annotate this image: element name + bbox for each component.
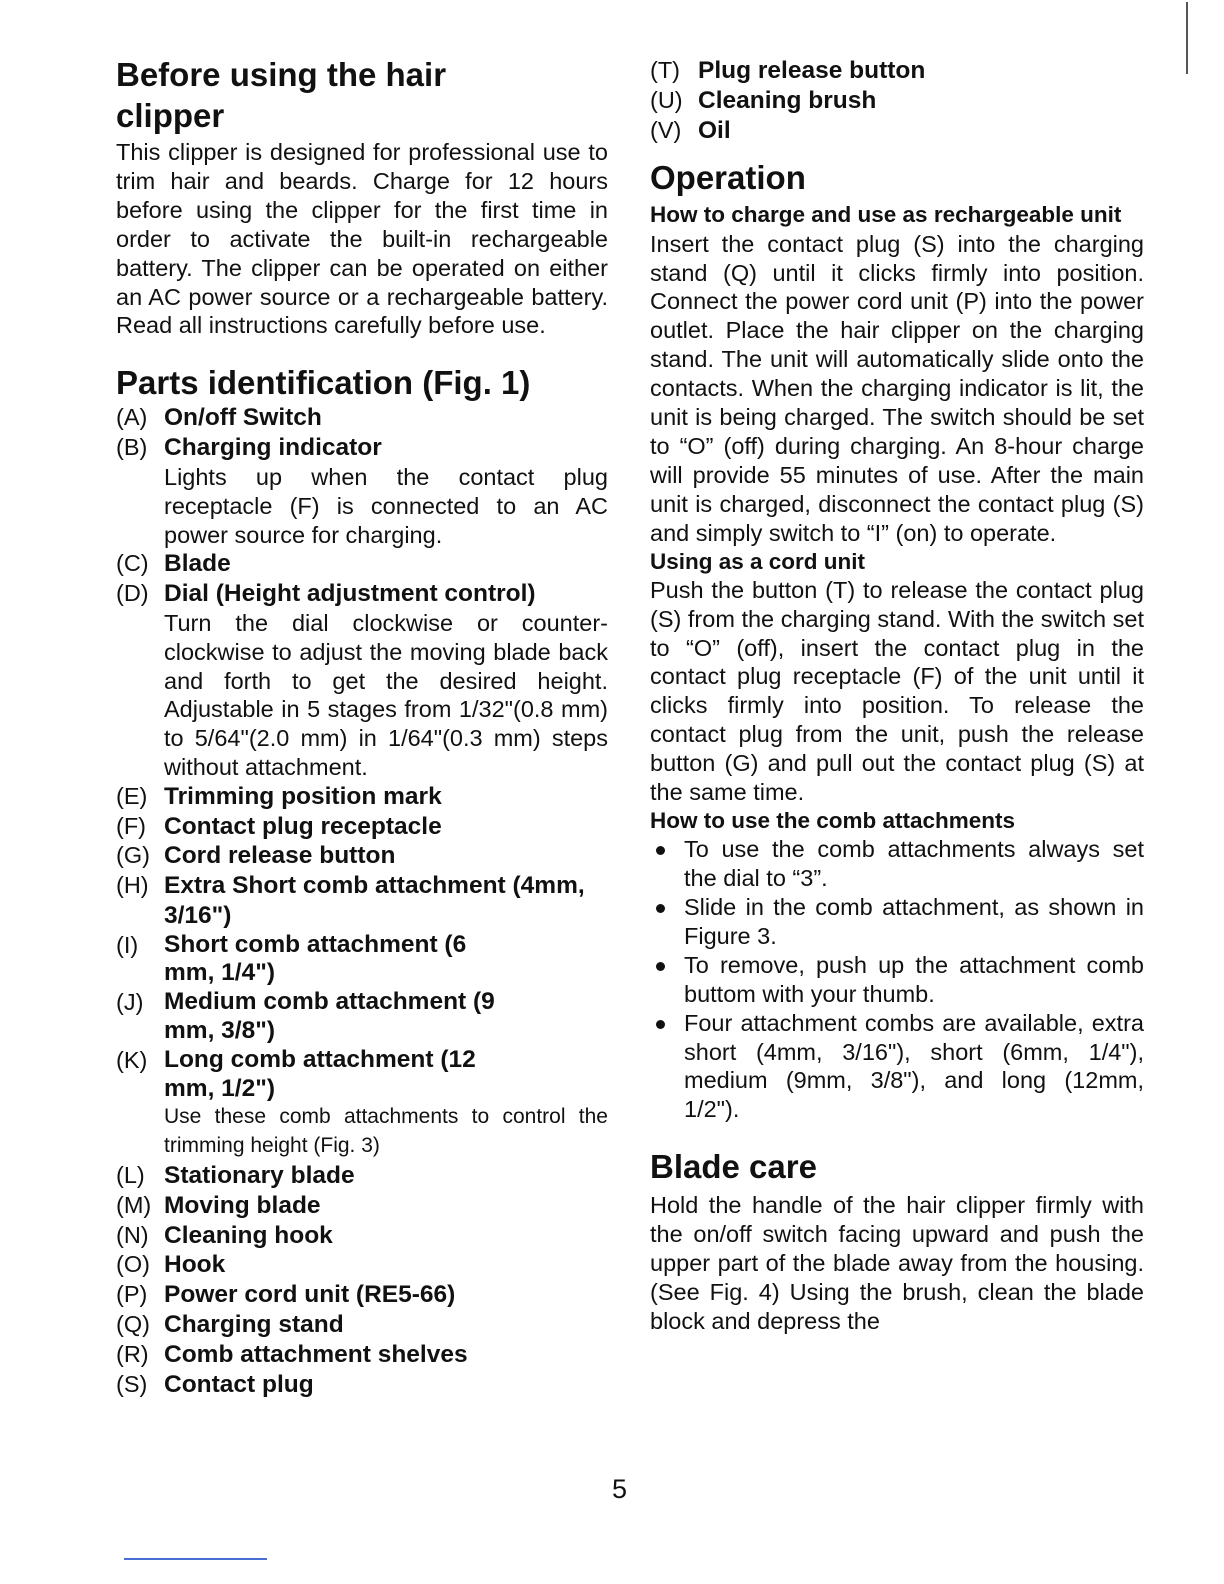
part-letter: (V): [650, 116, 682, 143]
part-letter: (D): [116, 580, 149, 607]
part-letter: (I): [116, 931, 139, 958]
bullet-item: [650, 835, 1144, 893]
bullet-dot-icon: [656, 904, 665, 913]
part-letter: (U): [650, 86, 683, 113]
part-name: Plug release button: [698, 57, 926, 84]
part-item-j: [116, 988, 608, 1046]
part-item-b: [116, 433, 608, 549]
part-item-q: [116, 1310, 608, 1340]
part-item-h: [116, 871, 608, 931]
part-item-f: [116, 812, 608, 842]
part-letter: (E): [116, 782, 148, 809]
part-item-t: [650, 56, 1144, 86]
bullet-text: Slide in the comb attachment, as shown in Figure 3.: [684, 894, 1144, 949]
page-number: 5: [612, 1474, 628, 1504]
part-name: Cleaning brush: [698, 86, 877, 114]
part-name: Hook: [164, 1251, 226, 1279]
blade-care-title: Blade care: [650, 1148, 817, 1186]
part-item-a: [116, 403, 608, 433]
part-item-v: [650, 116, 1144, 146]
part-letter: (C): [116, 550, 149, 577]
part-item-d: [116, 579, 608, 782]
part-letter: (P): [116, 1281, 148, 1308]
part-name: Extra Short comb attachment (4mm, 3/16"): [164, 872, 585, 929]
parts-list-left: [116, 403, 608, 1399]
bullet-item: [650, 951, 1144, 1009]
part-letter: (G): [116, 842, 150, 869]
part-name: Trimming position mark: [164, 782, 442, 810]
bullet-dot-icon: [656, 962, 665, 971]
part-letter: (T): [650, 57, 681, 83]
part-item-k: [116, 1046, 608, 1161]
part-item-u: [650, 86, 1144, 116]
charge-heading: How to charge and use as rechargeable unit: [650, 202, 1122, 228]
bullet-dot-icon: [656, 1020, 665, 1029]
part-description: Turn the dial clockwise or counter-clockwise to adjust the moving blade back and forth to get the desired height. Adjustable in 5 stages from 1/32"(0.8 mm) to 5/64"(2.0 mm) in 1/64"(0.3 mm) steps without attachment.: [164, 609, 608, 780]
left-column: [116, 0, 608, 1399]
part-name: Long comb attachment (12 mm, 1/2"): [164, 1045, 476, 1102]
operation-title: Operation: [650, 159, 806, 197]
part-name: On/off Switch: [164, 404, 322, 432]
part-item-l: [116, 1161, 608, 1191]
part-letter: (M): [116, 1191, 152, 1218]
blade-care-text: Hold the handle of the hair clipper firmly with the on/off switch facing upward and push the upper part of the blade away from the housing. (See Fig. 4) Using the brush, clean the blade block and depress the: [650, 1192, 1144, 1334]
part-item-p: [116, 1280, 608, 1310]
part-item-e: [116, 782, 608, 812]
charge-text: Insert the contact plug (S) into the charging stand (Q) until it clicks firmly into position. Connect the power cord unit (P) into the power outlet. Place the hair clipper on the charging stand. The unit will automatically slide onto the contacts. When the charging indicator is lit, the unit is being charged. The switch should be set to “O” (off) during charging. An 8-hour charge will provide 55 minutes of use. After the main unit is charged, disconnect the contact plug (S) and simply switch to “I” (on) to operate.: [650, 230, 1144, 546]
bullet-dot-icon: [656, 846, 665, 855]
part-item-m: [116, 1191, 608, 1221]
part-letter: (J): [116, 989, 144, 1016]
comb-bullet-list: [650, 835, 1144, 1124]
part-letter: (Q): [116, 1311, 150, 1338]
part-name: Contact plug receptacle: [164, 812, 442, 840]
part-name: Short comb attachment (6 mm, 1/4"): [164, 930, 467, 987]
part-item-s: [116, 1370, 608, 1400]
parts-identification-title: Parts identification (Fig. 1): [116, 364, 531, 402]
part-item-g: [116, 841, 608, 871]
before-using-text: This clipper is designed for professional use to trim hair and beards. Charge for 12 hours before using the clipper for the first time in order to activate the built-in rechargeable battery. The clipper can be operated on either an AC power source or a rechargeable battery. Read all instructions carefully before use.: [116, 139, 608, 339]
part-letter: (B): [116, 434, 148, 461]
bullet-item: [650, 1009, 1144, 1125]
part-item-r: [116, 1340, 608, 1370]
part-description: Lights up when the contact plug receptacle (F) is connected to an AC power source for charging.: [164, 463, 608, 548]
part-description: Use these comb attachments to control the trimming height (Fig. 3): [164, 1105, 608, 1158]
margin-mark: [1186, 2, 1188, 74]
part-letter: (R): [116, 1340, 149, 1367]
part-letter: (S): [116, 1370, 148, 1397]
part-name: Stationary blade: [164, 1162, 355, 1190]
part-name: Medium comb attachment (9 mm, 3/8"): [164, 988, 495, 1045]
part-letter: (H): [116, 872, 149, 899]
part-name: Cord release button: [164, 842, 396, 870]
before-using-title: Before using the hair clipper: [116, 56, 447, 134]
part-name: Power cord unit (RE5-66): [164, 1281, 456, 1309]
bullet-text: To use the comb attachments always set the dial to “3”.: [684, 836, 1144, 892]
part-letter: (K): [116, 1046, 148, 1073]
cord-heading: Using as a cord unit: [650, 548, 866, 574]
bullet-text: To remove, push up the attachment comb buttom with your thumb.: [684, 951, 1144, 1007]
part-name: Blade: [164, 550, 231, 578]
part-item-o: [116, 1250, 608, 1280]
part-name: Moving blade: [164, 1191, 321, 1219]
part-name: Charging stand: [164, 1311, 344, 1339]
part-name: Comb attachment shelves: [164, 1340, 468, 1368]
part-name: Dial (Height adjustment control): [164, 580, 536, 608]
part-letter: (L): [116, 1162, 145, 1189]
part-name: Charging indicator: [164, 434, 382, 462]
footer-underline: [124, 1558, 267, 1560]
bullet-item: [650, 893, 1144, 951]
part-item-i: [116, 931, 608, 989]
bullet-text: Four attachment combs are available, extra short (4mm, 3/16"), short (6mm, 1/4"), medium (9mm, 3/8"), and long (12mm, 1/2").: [684, 1009, 1144, 1123]
part-letter: (F): [116, 812, 147, 839]
part-letter: (N): [116, 1221, 149, 1248]
cord-text: Push the button (T) to release the contact plug (S) from the charging stand. With the switch set to “O” (off), insert the contact plug in the contact plug receptacle (F) of the unit until it clicks firmly into position. To release the contact plug from the unit, push the release button (G) and pull out the contact plug (S) at the same time.: [650, 576, 1144, 806]
part-name: Contact plug: [164, 1370, 314, 1398]
parts-list-right: [650, 56, 1144, 145]
part-name: Cleaning hook: [164, 1221, 333, 1249]
part-item-n: [116, 1221, 608, 1251]
part-letter: (O): [116, 1251, 150, 1278]
part-item-c: [116, 549, 608, 579]
part-name: Oil: [698, 116, 731, 144]
comb-heading: How to use the comb attachments: [650, 808, 1016, 834]
right-column: [650, 0, 1144, 1336]
part-letter: (A): [116, 404, 148, 431]
